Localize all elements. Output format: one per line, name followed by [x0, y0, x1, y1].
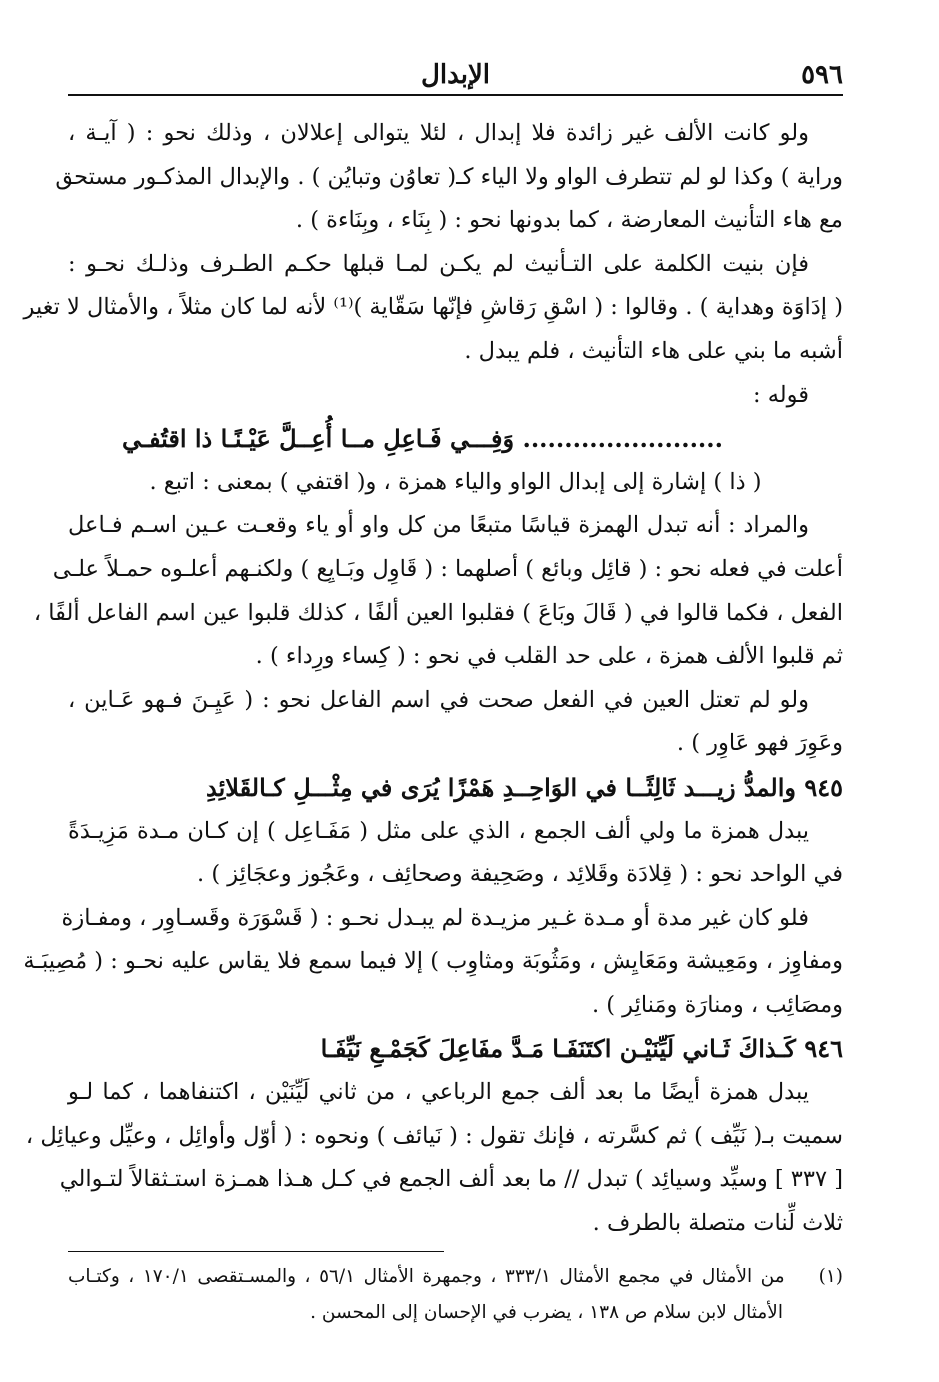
- footnote-divider: [68, 1245, 843, 1259]
- text-line: سميت بـ( نَيِّف ) ثم كسَّرته ، فإنك تقول : ( نَيائف ) ونحوه : ( أوّل وأوائِل ، وعيِّل وعيائِل ،: [25, 1122, 843, 1149]
- text-line: ومفاوِز ، ومَعِيشة ومَعَايِش ، ومَثُوبَة ومثاوِب ) إلا فيما سمع فلا يقاس عليه نحـو : ( مُصِيبَـة: [23, 948, 843, 975]
- page-body: [23, 112, 844, 1331]
- text-line: [ ٣٣٧ ] وسيِّد وسيائِد ) تبدل // ما بعد ألف الجمع في كـل هـذا همـزة استـثقالاً لتـوالي: [59, 1166, 843, 1193]
- page-header: [68, 58, 843, 96]
- text-line: يبدل همزة ما ولي ألف الجمع ، الذي على مثل ( مَفَـاعِل ) إن كـان مـدة مَزِيـدَةً: [68, 817, 809, 844]
- text-line: الفعل ، فكما قالوا في ( قَالَ وبَاعَ ) فقلبوا العين ألفًا ، كذلك قلبوا عين اسم الفاعل ألفًا ،: [33, 599, 843, 626]
- verse-line-945: ٩٤٥ والمدُّ زيـــد ثَالِثًــا في الوَاحِــدِ هَمْزًا يُرَى في مِثْـــلِ كـالقَلائِدِ: [206, 772, 843, 802]
- footnote-text: من الأمثال في مجمع الأمثال ٣٣٣/١ ، وجمهرة الأمثال ٥٦/١ ، والمسـتقصى ١٧٠/١ ، وكتـاب: [68, 1266, 785, 1288]
- footnote-line: [68, 1259, 843, 1295]
- text-line: مع هاء التأنيث المعارضة ، كما بدونها نحو : ( بِنَاء ، وبِنَاءة ) .: [295, 207, 843, 234]
- text-line: ولو كانت الألف غير زائدة فلا إبدال ، لئلا يتوالى إعلالان ، وذلك نحو : ( آيـة ،: [68, 120, 809, 146]
- text-line: ثم قلبوا الألف همزة ، على حد القلب في نحو : ( كِساء ورِداء ) .: [255, 643, 843, 670]
- footnote-line: الأمثال لابن سلام ص ١٣٨ ، يضرب في الإحسان إلى المحسن .: [310, 1302, 783, 1324]
- text-line: ( إدَاوَة وهداية ) . وقالوا : ( اسْقِ رَقاشِ فإنّها سَقّاية )⁽¹⁾ لأنه لما كان مثلاً ، والأمثال لا تغير: [23, 294, 843, 321]
- text-line: أعلت في فعله نحو : ( قائِل وبائع ) أصلهما : ( قَاوِل وبَـايِع ) ولكنـهم أعلـوه حمـلاً علـى: [52, 555, 843, 582]
- verse-line-946: ٩٤٦ كَـذاكَ ثَـاني لَيِّنَيْـن اكتَنَفَـا مَـدَّ مفَاعِلَ كَجَمْـعِ نَيِّفَـا: [320, 1034, 843, 1064]
- text-line: يبدل همزة أيضًا ما بعد ألف جمع الرباعي ، من ثاني لَيِّنَيْن ، اكتنفاهما ، كما لـو: [68, 1079, 809, 1106]
- running-title: الإبدال: [420, 60, 491, 90]
- text-line: ولو لم تعتل العين في الفعل صحت في اسم الفاعل نحو : ( عَيِـنَ فـهو عَـاين ،: [68, 686, 809, 713]
- text-line: فلو كان غير مدة أو مـدة غـير مزيـدة لم يبـدل نحـو : ( قَسْوَرَة وقَسـاوِر ، ومفـازة: [61, 904, 809, 931]
- page-number: ٥٩٦: [801, 60, 843, 90]
- text-line: أشبه ما بني على هاء التأنيث ، فلم يبدل .: [464, 337, 843, 364]
- text-line: قوله :: [752, 381, 809, 408]
- text-line: وعَوِرَ فهو عَاوِر ) .: [676, 730, 843, 757]
- text-line: وراية ) وكذا لو لم تتطرف الواو ولا الياء كـ( تعاوُن وتبايُن ) . والإبدال المذكـور مستحق: [55, 163, 843, 190]
- text-line: ومصَائِب ، ومنارَة ومَنائِر ) .: [591, 991, 843, 1018]
- text-line: والمراد : أنه تبدل الهمزة قياسًا متبعًا من كل واو أو ياء وقعـت عـين اسـم فـاعل: [68, 512, 809, 539]
- text-line: ثلاث لِّنات متصلة بالطرف .: [592, 1209, 843, 1236]
- text-line: فإن بنيت الكلمة على التـأنيث لم يكـن لمـا قبلها حكـم الطـرف وذلـك نحـو :: [68, 250, 809, 277]
- verse-line: ........................ وَفِـــي فَـاعِلِ مــا أُعِــلَّ عَيْـنًـا ذا اقتُفـي: [121, 424, 723, 454]
- text-line: في الواحد نحو : ( قِلادَة وقَلائِد ، وصَحِيفة وصحائِف ، وعَجُوز وعجَائِز ) .: [197, 861, 843, 888]
- text-line: ( ذا ) إشارة إلى إبدال الواو والياء همزة ، و( اقتفي ) بمعنى : اتبع .: [149, 468, 762, 495]
- footnote-marker: (١): [818, 1266, 844, 1288]
